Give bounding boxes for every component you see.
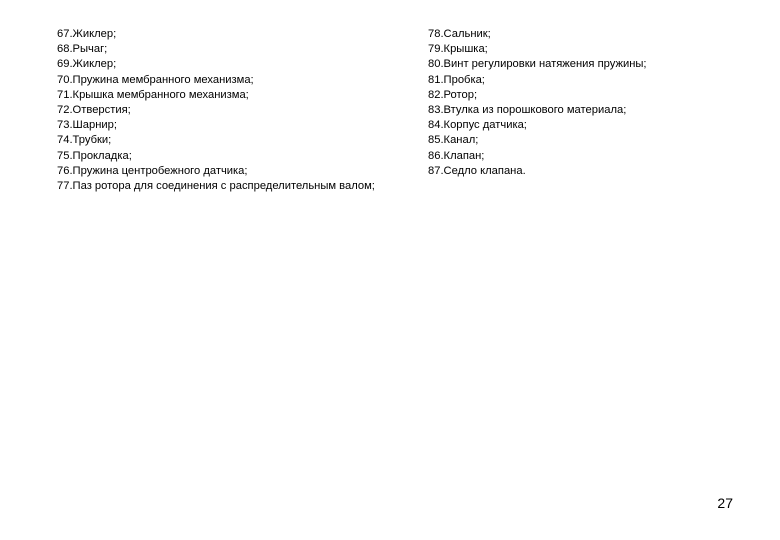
- legend-item: 86.Клапан;: [428, 149, 485, 162]
- legend-item: 85.Канал;: [428, 134, 479, 147]
- legend-item: 87.Седло клапана.: [428, 164, 526, 177]
- legend-item: 75.Прокладка;: [57, 149, 132, 162]
- legend-item: 76.Пружина центробежного датчика;: [57, 164, 248, 177]
- legend-item: 78.Сальник;: [428, 28, 491, 40]
- legend-item: 73.Шарнир;: [57, 119, 118, 132]
- legend-item: 80.Винт регулировки натяжения пружины;: [428, 58, 647, 71]
- legend-item: 77.Паз ротора для соединения с распределительным валом;: [57, 180, 375, 193]
- legend-item: 71.Крышка мембранного механизма;: [57, 88, 249, 101]
- legend-item: 79.Крышка;: [428, 43, 488, 56]
- page-number: 27: [717, 495, 733, 511]
- legend-list-right: [428, 27, 647, 179]
- legend-item: 84.Корпус датчика;: [428, 119, 527, 132]
- legend-item: 74.Трубки;: [57, 134, 112, 147]
- legend-item: 67.Жиклер;: [57, 28, 117, 40]
- legend-item: 82.Ротор;: [428, 88, 478, 101]
- legend-item: 70.Пружина мембранного механизма;: [57, 73, 254, 86]
- legend-list-left: [57, 27, 375, 194]
- legend-item: 68.Рычаг;: [57, 43, 108, 56]
- legend-item: 72.Отверстия;: [57, 104, 131, 117]
- legend-item: 83.Втулка из порошкового материала;: [428, 104, 627, 117]
- legend-item: 81.Пробка;: [428, 73, 485, 86]
- legend-item: 69.Жиклер;: [57, 58, 117, 71]
